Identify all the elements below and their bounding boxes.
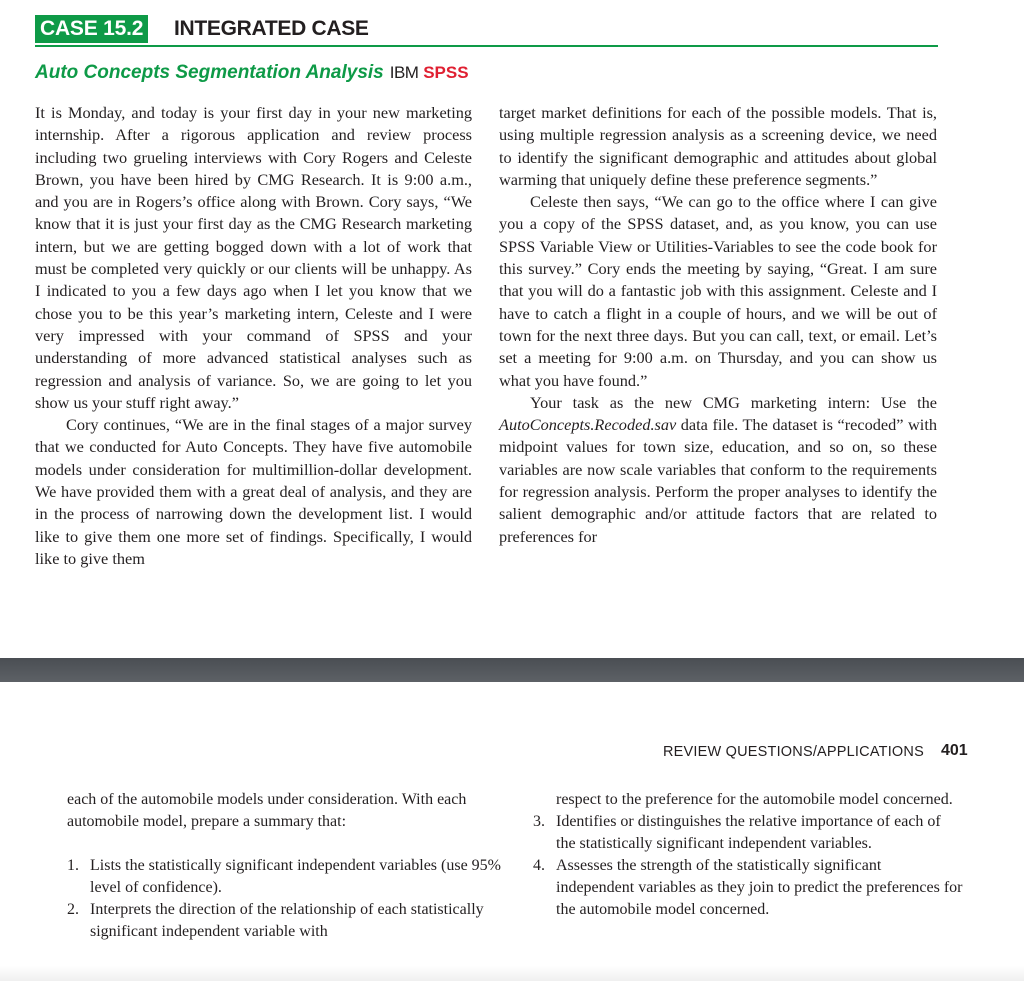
- list-item-continued: [533, 789, 963, 811]
- data-file-name: AutoConcepts.Recoded.sav: [499, 415, 677, 435]
- body-column-right: [499, 102, 937, 548]
- paragraph-lead: Your task as the new CMG marketing intern: Use the: [530, 392, 937, 412]
- next-page-column-left: [67, 789, 507, 943]
- page-divider: [0, 658, 1024, 682]
- list-text: Identifies or distinguishes the relative importance of each of the statistically significant independent variables.: [556, 813, 941, 852]
- body-column-left: [35, 102, 472, 570]
- header-rule: [35, 45, 938, 47]
- task-list: [67, 855, 507, 943]
- running-head: REVIEW QUESTIONS/APPLICATIONS: [663, 744, 924, 760]
- task-list-continued: [533, 789, 963, 921]
- list-text: respect to the preference for the automobile model concerned.: [556, 791, 953, 808]
- list-item: [67, 899, 507, 943]
- spss-logo-text: SPSS: [423, 63, 469, 82]
- list-text: Lists the statistically significant independent variables (use 95% level of confidence).: [90, 857, 502, 896]
- next-page-column-right: [533, 789, 963, 921]
- paragraph-rest: data file. The dataset is “recoded” with midpoint values for town size, education, and so on, so these variables are now scale variables that conform to the requirements for regression analysis. Perform the proper analyses to identify the salient demographic and/or attitude factors that are related to preferences for: [499, 415, 937, 546]
- list-number: 2.: [67, 901, 79, 918]
- list-item: [533, 811, 963, 855]
- list-text: Interprets the direction of the relationship of each statistically significant independent variable with: [90, 901, 484, 940]
- list-item: [67, 855, 507, 899]
- paragraph: Cory continues, “We are in the final stages of a major survey that we conducted for Auto Concepts. They have five automobile models under consideration for multimillion-dollar development. We have provided them with a great deal of analysis, and they are in the process of narrowing down the development list. I would like to give them one more set of findings. Specifically, I would like to give them: [35, 415, 472, 568]
- case-type-title: INTEGRATED CASE: [174, 17, 369, 40]
- page-bottom-edge: [0, 966, 1024, 981]
- case-subtitle: [35, 60, 469, 86]
- list-item: [533, 855, 963, 921]
- ibm-spss-logo: [390, 63, 469, 82]
- list-number: 1.: [67, 857, 79, 874]
- paragraph: It is Monday, and today is your first day in your new marketing internship. After a rigorous application and review process including two grueling interviews with Cory Rogers and Celeste Brown, you have been hired by CMG Research. It is 9:00 a.m., and you are in Rogers’s office along with Brown. Cory says, “We know that it is just your first day as the CMG Research marketing intern, but we are getting bogged down with a lot of work that must be completed very quickly or our clients will be unhappy. As I indicated to you a few days ago when I let you know that we chose you to be this year’s marketing intern, Celeste and I were very impressed with your command of SPSS and your understanding of more advanced statistical analyses such as regression and analysis of variance. So, we are going to let you show us your stuff right away.”: [35, 103, 472, 412]
- page-number: 401: [941, 742, 968, 759]
- list-number: 4.: [533, 857, 545, 874]
- paragraph: target market definitions for each of the possible models. That is, using multiple regression analysis as a screening device, we need to identify the significant demographic and attitudes about global warming that uniquely define these preference segments.”: [499, 103, 937, 189]
- ibm-logo-text: IBM: [389, 63, 419, 82]
- list-number: 3.: [533, 813, 545, 830]
- list-text: Assesses the strength of the statistically significant independent variables as they join to predict the preferences for the automobile model concerned.: [556, 857, 963, 918]
- case-subtitle-text: Auto Concepts Segmentation Analysis: [35, 62, 384, 83]
- case-number-label: CASE 15.2: [35, 15, 148, 43]
- paragraph: Celeste then says, “We can go to the office where I can give you a copy of the SPSS dataset, and, as you know, you can use SPSS Variable View or Utilities-Variables to see the code book for this survey.” Cory ends the meeting by saying, “Great. I am sure that you will do a fantastic job with this assignment. Celeste and I have to catch a flight in a couple of hours, and we will be out of town for the next three days. But you can call, text, or email. Let’s set a meeting for 9:00 a.m. on Thursday, and you can show us what you have found.”: [499, 192, 937, 390]
- paragraph: [499, 392, 937, 548]
- paragraph: each of the automobile models under consideration. With each automobile model, prepare a summary that:: [67, 791, 467, 830]
